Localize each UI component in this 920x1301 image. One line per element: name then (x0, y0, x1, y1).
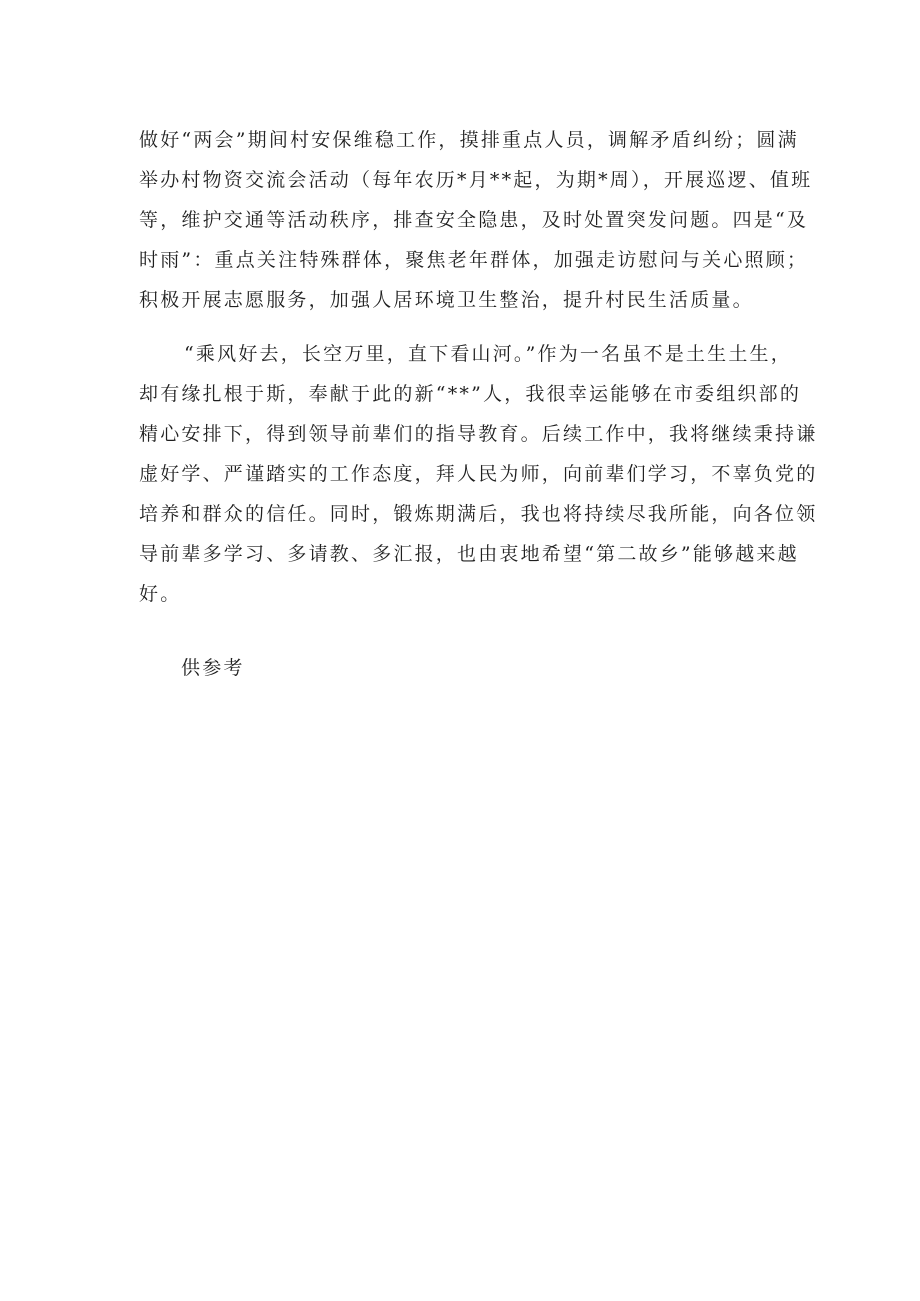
paragraph-line: 时雨”：重点关注特殊群体，聚焦老年群体，加强走访慰问与关心照顾； (139, 249, 809, 271)
paragraph-line: 精心安排下，得到领导前辈们的指导教育。后续工作中，我将继续秉持谦 (139, 423, 818, 445)
paragraph-line: 积极开展志愿服务，加强人居环境卫生整治，提升村民生活质量。 (139, 289, 754, 311)
paragraph-line: 好。 (139, 583, 182, 605)
paragraph-line: 却有缘扎根于斯，奉献于此的新“**”人，我很幸运能够在市委组织部的 (139, 383, 802, 405)
paragraph-line: 做好“两会”期间村安保维稳工作，摸排重点人员，调解矛盾纠纷；圆满 (139, 129, 799, 151)
paragraph-line: 虚好学、严谨踏实的工作态度，拜人民为师，向前辈们学习，不辜负党的 (139, 463, 818, 485)
paragraph-2 (139, 334, 818, 614)
paragraph-spacer (139, 320, 799, 334)
document-body (139, 120, 818, 688)
paragraph-line: 培养和群众的信任。同时，锻炼期满后，我也将持续尽我所能，向各位领 (139, 503, 818, 525)
paragraph-line: 等，维护交通等活动秩序，排查安全隐患，及时处置突发问题。四是“及 (139, 209, 809, 231)
paragraph-line: 导前辈多学习、多请教、多汇报，也由衷地希望“第二故乡”能够越来越 (139, 543, 799, 565)
paragraph-1 (139, 120, 813, 320)
closing-note: 供参考 (181, 657, 245, 679)
paragraph-line: “乘风好去，长空万里，直下看山河。”作为一名虽不是土生土生， (184, 343, 792, 365)
paragraph-line: 举办村物资交流会活动（每年农历*月**起，为期*周），开展巡逻、值班 (139, 169, 813, 191)
